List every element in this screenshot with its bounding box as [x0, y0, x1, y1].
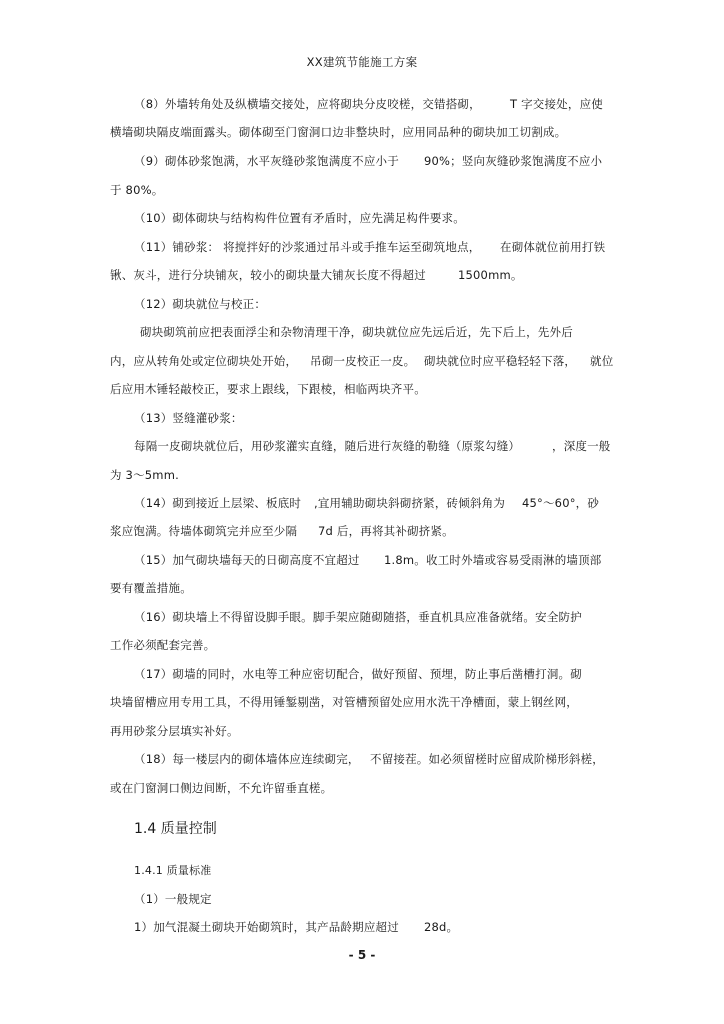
paragraph-9-line-2: 于 80%。: [110, 183, 164, 197]
text-span: 吊砌一皮校正一皮。: [310, 354, 416, 368]
page-number: - 5 -: [348, 948, 376, 962]
text-span: （11）铺砂浆： 将搅拌好的沙浆通过吊斗或手推车运至砌筑地点，: [134, 240, 481, 254]
text-span: 28d。: [424, 920, 459, 934]
paragraph-15-line-2: 要有覆盖措施。: [110, 581, 192, 595]
text-span: 在砌体就位前用打铁: [500, 240, 606, 254]
text-span: 90%；竖向灰缝砂浆饱满度不应小: [424, 154, 603, 168]
subsection-title-1-4-1: 1.4.1 质量标准: [134, 864, 212, 877]
paragraph-17-line-1: （17）砌墙的同时，水电等工种应密切配合，做好预留、预埋，防止事后凿槽打洞。砌: [134, 667, 582, 681]
paragraph-12-heading: （12）砌块就位与校正：: [134, 297, 267, 311]
text-span: 就位: [590, 354, 614, 368]
paragraph-18-line-2: 或在门窗洞口侧边间断，不允许留垂直槎。: [110, 781, 333, 795]
paragraph-10: （10）砌体砌块与结构构件位置有矛盾时，应先满足构件要求。: [134, 211, 465, 225]
text-span: （15）加气砌块墙每天的日砌高度不宜超过: [134, 553, 360, 567]
paragraph-12-line-3: 后应用木锤轻敲校正，要求上跟线，下跟棱，相临两块齐平。: [110, 382, 426, 396]
paragraph-17-line-3: 再用砂浆分层填实补好。: [110, 724, 239, 738]
text-span: 锹、灰斗，进行分块铺灰，较小的砌块量大铺灰长度不得超过: [110, 268, 426, 282]
text-span: 浆应饱满。待墙体砌筑完并应至少隔: [110, 524, 298, 538]
paragraph-13-heading: （13）竖缝灌砂浆：: [134, 411, 243, 425]
text-span: 内，应从转角处或定位砌块处开始，: [110, 354, 298, 368]
text-span: 不留接茬。如必须留槎时应留成阶梯形斜槎，: [370, 752, 604, 766]
page-header: XX建筑节能施工方案: [306, 55, 418, 69]
text-span: 7d 后，再将其补砌挤紧。: [318, 524, 454, 538]
paragraph-16-line-2: 工作必须配套完善。: [110, 638, 216, 652]
paragraph-17-line-2: 块墙留槽应用专用工具，不得用锤錾剔凿，对管槽预留处应用水洗干净槽面，蒙上钢丝网，: [110, 695, 578, 709]
text-span: （18）每一楼层内的砌体墙体应连续砌完，: [134, 752, 360, 766]
paragraph-13-line-2: 为 3～5mm.: [110, 468, 179, 482]
paragraph-16-line-1: （16）砌块墙上不得留设脚手眼。脚手架应随砌随搭，垂直机具应准备就绪。安全防护: [134, 610, 582, 624]
paragraph-12-line-1: 砌块砌筑前应把表面浮尘和杂物清理干净，砌块就位应先远后近，先下后上，先外后: [140, 325, 573, 339]
text-span: （8）外墙转角处及纵横墙交接处，应将砌块分皮咬槎，交错搭砌，: [134, 97, 481, 111]
text-span: 45°～60°，砂: [522, 496, 600, 510]
section-title-1-4: 1.4 质量控制: [134, 821, 217, 837]
text-span: 1500mm。: [458, 268, 523, 282]
text-span: T 字交接处，应使: [510, 97, 603, 111]
text-span: （14）砌到接近上层梁、板底时: [134, 496, 302, 510]
general-rules-heading: （1）一般规定: [134, 892, 212, 906]
text-span: 1.8m。收工时外墙或容易受雨淋的墙顶部: [384, 553, 602, 567]
text-span: （9）砌体砂浆饱满，水平灰缝砂浆饱满度不应小于: [134, 154, 399, 168]
text-span: ,宜用辅助砌块斜砌挤紧，砖倾斜角为: [314, 496, 506, 510]
text-span: 每隔一皮砌块就位后，用砂浆灌实直缝，随后进行灰缝的勒缝（原浆勾缝）: [134, 439, 521, 453]
paragraph-8-line-2: 横墙砌块隔皮端面露头。砌体砌至门窗洞口边非整块时，应用同品种的砌块加工切割成。: [110, 125, 567, 139]
text-span: 1）加气混凝土砌块开始砌筑时，其产品龄期应超过: [134, 920, 399, 934]
text-span: 砌块就位时应平稳轻轻下落，: [424, 354, 577, 368]
text-span: ，深度一般: [552, 439, 611, 453]
